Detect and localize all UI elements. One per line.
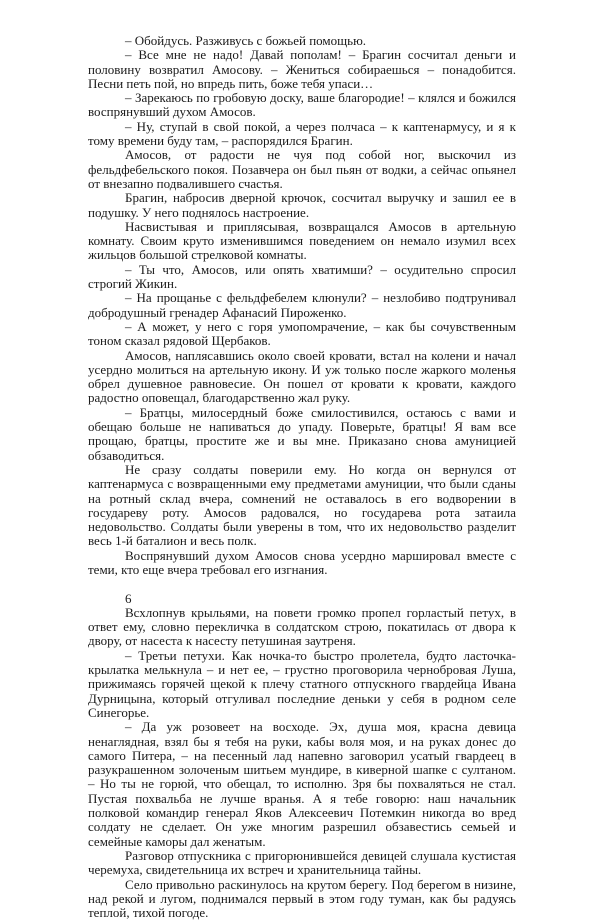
- paragraph: – На прощанье с фельдфебелем клюнули? – незлобиво подтрунивал добродушный гренадер Афанасий Пироженко.: [88, 290, 516, 320]
- paragraph: Не сразу солдаты поверили ему. Но когда он вернулся от каптенармуса с возвращенными ему предметами амуниции, что были сданы на ротный склад вчера, сомнений не оставалось в его водворении в государеву роту. Амосов радовался, но государева рота затаила недовольство. Солдаты были уверены в том, что их недовольство разделит весь 1-й баталион и весь полк.: [88, 461, 516, 549]
- paragraph: Воспрянувший духом Амосов снова усердно маршировал вместе с теми, кто еще вчера требовал его изгнания.: [88, 547, 516, 577]
- document-page: [88, 34, 516, 920]
- paragraph: – Братцы, милосердный боже смилостивился, остаюсь с вами и обещаю больше не напиваться до упаду. Поверьте, братцы! Я вам все прощаю, братцы, простите же и вы мне. Приказано снова амуницией обзаводиться.: [88, 404, 516, 463]
- paragraph: Всхлопнув крыльями, на повети громко пропел горластый петух, в ответ ему, словно перекличка в солдатском строю, покатилась от двора к двору, от насеста к насесту петушиная заутреня.: [88, 604, 516, 649]
- paragraph: Насвистывая и приплясывая, возвращался Амосов в артельную комнату. Своим круто изменившимся поведением он немало изумил всех жильцов большой стрелковой комнаты.: [88, 218, 516, 263]
- chapter-number: 6: [125, 590, 132, 606]
- paragraph: Амосов, от радости не чуя под собой ног, выскочил из фельдфебельского покоя. Позавчера он был пьян от водки, а сейчас опьянел от внезапно подвалившего счастья.: [88, 147, 516, 191]
- paragraph: – Третьи петухи. Как ночка-то быстро пролетела, будто ласточка-крылатка мелькнула – и нет ее, – грустно проговорила чернобровая Луша, прижимаясь горячей щекой к плечу статного отпускного гвардейца Ивана Дурницына, который отгуливал последние деньки у себя в родном селе Синегорье.: [88, 647, 516, 720]
- paragraph: Амосов, наплясавшись около своей кровати, встал на колени и начал усердно молиться на артельную икону. И уж только после жаркого моленья обрел душевное равновесие. Он пошел от кровати к кровати, каждого радостно оповещал, благодарственно жал руку.: [88, 347, 516, 406]
- paragraph: Брагин, набросив дверной крючок, сосчитал выручку и зашил ее в подушку. У него поднялось настроение.: [88, 190, 516, 220]
- paragraph: – Обойдусь. Разживусь с божьей помощью.: [125, 33, 367, 48]
- paragraph: – А может, у него с горя умопомрачение, – как бы сочувственным тоном сказал рядовой Щербаков.: [88, 318, 516, 349]
- paragraph: – Ну, ступай в свой покой, а через полчаса – к каптенармусу, и я к тому времени буду там, – распорядился Брагин.: [88, 118, 516, 149]
- blank-line: [88, 577, 516, 591]
- paragraph: – Зарекаюсь по гробовую доску, ваше благородие! – клялся и божился воспрянувший духом Амосов.: [88, 90, 516, 120]
- paragraph: Село привольно раскинулось на крутом берегу. Под берегом в низине, над рекой и лугом, поднимался первый в этом году туман, как бы радуясь теплой, тихой погоде.: [88, 876, 516, 920]
- paragraph: – Ты что, Амосов, или опять хватимши? – осудительно спросил строгий Жикин.: [88, 261, 516, 292]
- paragraph: – Все мне не надо! Давай пополам! – Брагин сосчитал деньги и половину возвратил Амосову. – Жениться собираешься – понадобится. Песни петь пой, но впредь пить, боже тебя упаси…: [88, 47, 516, 91]
- text-chapter-6: [88, 606, 516, 920]
- paragraph: – Да уж розовеет на восходе. Эх, душа моя, красна девица ненаглядная, взял бы я тебя на руки, кабы воля моя, и на руках донес до самого Питера, – на песенный лад напевно заговорил усатый гвардеец в разукрашенном золоченым шитьем мундире, в киверной шапке с султаном. – Но ты не горюй, что обещал, то исполню. Зря бы похваляться не стал. Пустая похвальба не лучше вранья. А я тебе говорю: наш начальник полковой командир генерал Яков Алексеевич Потемкин никогда во вред солдату не сделает. Он уже многим разрешил обзавестись семьей и семейные каморы дал женатым.: [88, 719, 516, 849]
- text-before-chapter: [88, 34, 516, 577]
- paragraph: Разговор отпускника с пригорюнившейся девицей слушала кустистая черемуха, свидетельница их встреч и хранительница тайны.: [88, 847, 516, 878]
